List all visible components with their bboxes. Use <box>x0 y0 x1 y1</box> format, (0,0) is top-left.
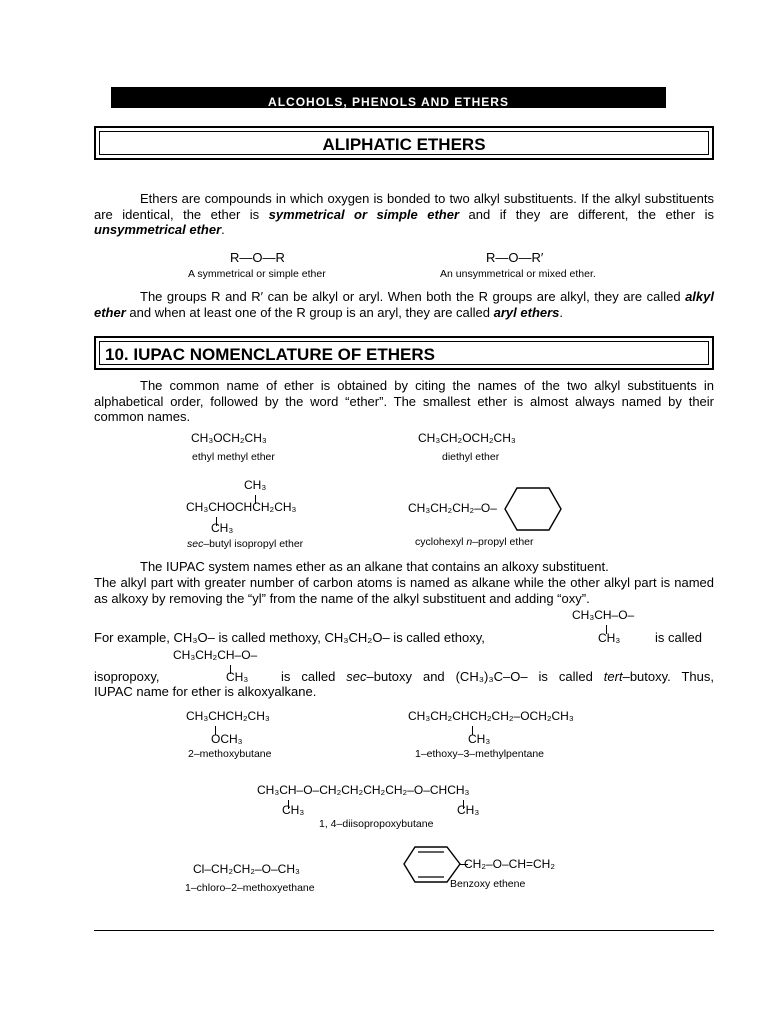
paragraph: The groups R and R′ can be alkyl or aryl. When both the R groups are alkyl, they are called alkyl ether and when at least one of the R group is an aryl, they are called aryl ethers. <box>94 289 714 320</box>
unsymmetrical-ether-caption: An unsymmetrical or mixed ether. <box>440 268 596 280</box>
formula-caption: ethyl methyl ether <box>192 451 275 463</box>
formula-substituent: CH₃ <box>226 670 249 684</box>
section-title-box <box>94 336 714 370</box>
formula: CH₃OCH₂CH₃ <box>191 431 267 445</box>
formula-substituent: CH₃ <box>211 521 234 535</box>
formula-caption: 2–methoxybutane <box>188 748 272 760</box>
isopropoxy-formula: CH₃CH–O– <box>572 608 635 622</box>
formula-caption: 1–chloro–2–methoxyethane <box>185 882 315 894</box>
paragraph: Ethers are compounds in which oxygen is bonded to two alkyl substituents. If the alkyl substituents are identical, the ether is symmetrical or simple ether and if they are different, the ether is unsymmetrical ether. <box>94 191 714 237</box>
paragraph: is called sec–butoxy and (CH₃)₃C–O– is called tert–butoxy. Thus, <box>281 669 714 684</box>
running-header-text: ALCOHOLS, PHENOLS AND ETHERS <box>268 95 509 108</box>
formula: CH₂–O–CH=CH₂ <box>464 857 556 871</box>
formula: CH₃CH₂CHCH₂CH₂–OCH₂CH₃ <box>408 709 574 723</box>
formula-substituent: OCH₃ <box>211 732 243 746</box>
formula: CH₃CHCH₂CH₃ <box>186 709 270 723</box>
symmetrical-ether-caption: A symmetrical or simple ether <box>188 268 326 280</box>
footer-rule <box>94 930 714 931</box>
paragraph: IUPAC name for ether is alkoxyalkane. <box>94 684 317 699</box>
formula-substituent: CH₃ <box>244 478 267 492</box>
section-title-box <box>94 126 714 160</box>
formula: CH₃CH₂OCH₂CH₃ <box>418 431 516 445</box>
formula-caption: 1–ethoxy–3–methylpentane <box>415 748 545 760</box>
formula-caption: sec–butyl isopropyl ether <box>187 538 304 550</box>
formula-substituent: CH₃ <box>468 732 491 746</box>
formula: CH₃CHOCHCH₂CH₃ <box>186 500 297 514</box>
formula-caption: cyclohexyl n–propyl ether <box>415 536 534 548</box>
formula-caption: diethyl ether <box>442 451 500 463</box>
paragraph: The alkyl part with greater number of carbon atoms is named as alkane while the other alkyl part is named as alkoxy by removing the “yl” from the name of the alkyl substituent and adding “oxy”. <box>94 575 714 606</box>
formula: Cl–CH₂CH₂–O–CH₃ <box>193 862 300 876</box>
formula-substituent: CH₃ <box>598 631 621 645</box>
formula: CH₃CH₂CH₂–O– <box>408 501 497 515</box>
unsymmetrical-ether-formula: R—O—R′ <box>486 250 544 265</box>
symmetrical-ether-formula: R—O—R <box>230 250 285 265</box>
formula: CH₃CH–O–CH₂CH₂CH₂CH₂–O–CHCH₃ <box>257 783 470 797</box>
section-title: ALIPHATIC ETHERS <box>322 135 486 154</box>
paragraph: The common name of ether is obtained by citing the names of the two alkyl substituents in alphabetical order, followed by the word “ether”. The smallest ether is almost always named by their common names. <box>94 378 714 424</box>
formula-caption: Benzoxy ethene <box>450 878 526 890</box>
paragraph: For example, CH₃O– is called methoxy, CH₃CH₂O– is called ethoxy, <box>94 630 485 645</box>
paragraph: The IUPAC system names ether as an alkane that contains an alkoxy substituent. <box>140 559 609 574</box>
formula-substituent: CH₃ <box>282 803 305 817</box>
paragraph: is called <box>655 630 702 645</box>
sec-butoxy-formula: CH₃CH₂CH–O– <box>173 648 258 662</box>
cyclohexane-ring-icon <box>503 486 565 532</box>
paragraph: isopropoxy, <box>94 669 160 684</box>
running-header <box>111 87 666 108</box>
formula-substituent: CH₃ <box>457 803 480 817</box>
section-title: 10. IUPAC NOMENCLATURE OF ETHERS <box>105 345 435 364</box>
formula-caption: 1, 4–diisopropoxybutane <box>319 818 434 830</box>
